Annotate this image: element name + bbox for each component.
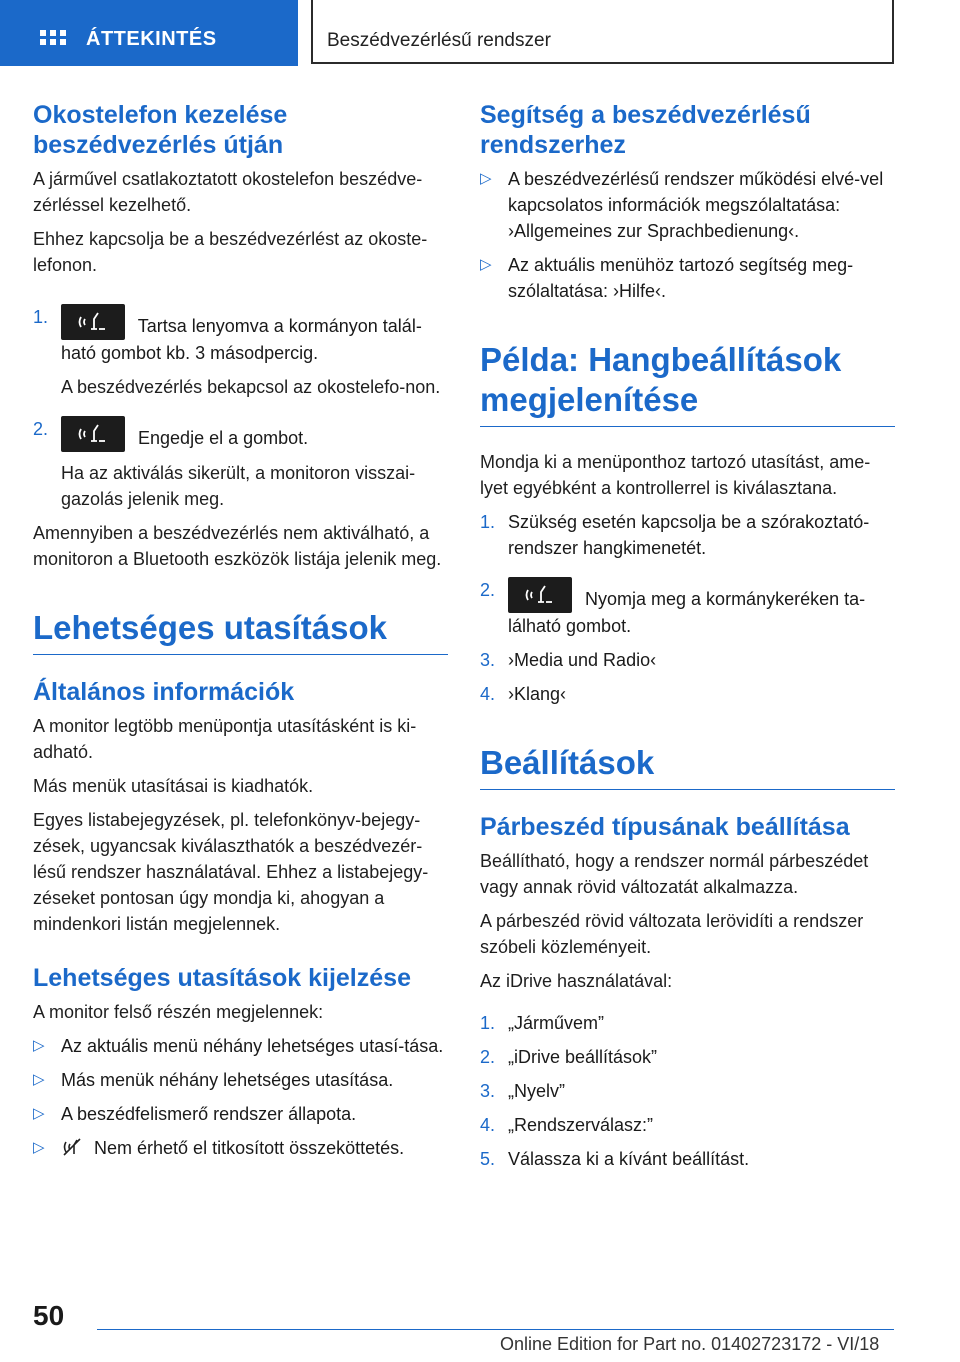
step-number: 1. [480, 1013, 496, 1033]
triangle-bullet-icon: ▷ [33, 1037, 45, 1054]
paragraph: Ehhez kapcsolja be a beszédvezérlést az okoste-lefonon. [33, 229, 428, 275]
paragraph: Mondja ki a menüponthoz tartozó utasítást, ame-lyet egyébként a kontrollerrel is kiválasztana. [480, 452, 871, 498]
step-number: 4. [480, 684, 496, 704]
grid-menu-icon [40, 30, 66, 52]
step-number: 2. [480, 580, 496, 600]
triangle-bullet-icon: ▷ [33, 1105, 45, 1122]
triangle-bullet-icon: ▷ [33, 1139, 45, 1156]
settings-heading: Beállítások [480, 743, 895, 790]
overview-tab-label: ÁTTEKINTÉS [86, 28, 217, 50]
list-item [480, 1078, 895, 1104]
dialog-type-heading: Párbeszéd típusának beállítása [480, 813, 850, 841]
voice-button-icon [61, 304, 125, 340]
help-heading: Segítség a beszédvezérlésű rendszerhez [480, 101, 811, 159]
step-number: 5. [480, 1149, 496, 1169]
paragraph: Más menük utasításai is kiadhatók. [33, 776, 314, 796]
page-number: 50 [33, 1300, 65, 1331]
bullet-text: Nem érhető el titkosított összeköttetés. [94, 1138, 405, 1158]
paragraph: Az iDrive használatával: [480, 971, 673, 991]
edition-text: Online Edition for Part no. 01402723172 - VI/18 [500, 1334, 880, 1354]
voice-button-icon [508, 577, 572, 613]
step-number: 4. [480, 1115, 496, 1135]
step-text: „Rendszerválasz:” [508, 1115, 654, 1135]
step-text: ›Media und Radio‹ [508, 650, 657, 670]
list-item [33, 1135, 448, 1161]
bullet-text: Más menük néhány lehetséges utasítása. [61, 1070, 394, 1090]
bullet-text: Az aktuális menühöz tartozó segítség meg-szólaltatása: ›Hilfe‹. [508, 255, 854, 301]
step-text: Válassza ki a kívánt beállítást. [508, 1149, 750, 1169]
step-number: 3. [480, 650, 496, 670]
step-number: 1. [33, 307, 49, 327]
step-text: ›Klang‹ [508, 684, 567, 704]
section-title: Beszédvezérlésű rendszer [327, 30, 551, 51]
list-item [33, 1067, 448, 1093]
smartphone-voice-heading: Okostelefon kezelése beszédvezérlés útján [33, 101, 288, 159]
section-title-box [311, 0, 894, 64]
list-item [480, 1112, 895, 1138]
footer-divider [97, 1329, 894, 1330]
paragraph: Beállítható, hogy a rendszer normál párbeszédet vagy annak rövid változatát alkalmazza. [480, 851, 869, 897]
paragraph: A járművel csatlakoztatott okostelefon beszédve-zérléssel kezelhető. [33, 169, 423, 215]
triangle-bullet-icon: ▷ [480, 170, 492, 187]
list-item [480, 252, 895, 304]
list-item [33, 1101, 448, 1127]
list-item [33, 416, 448, 452]
triangle-bullet-icon: ▷ [33, 1071, 45, 1088]
example-heading: Példa: Hangbeállítások megjelenítése [480, 340, 895, 427]
step-continuation: Ha az aktiválás sikerült, a monitoron visszai-gazolás jelenik meg. [61, 463, 416, 509]
possible-commands-heading: Lehetséges utasítások [33, 608, 448, 655]
step-number: 2. [33, 419, 49, 439]
step-text: Szükség esetén kapcsolja be a szórakoztató-rendszer hangkimenetét. [508, 512, 870, 558]
list-item [480, 1044, 895, 1070]
step-text: Nyomja meg a kormánykeréken ta-lálható gombot. [508, 589, 866, 636]
step-text: Engedje el a gombot. [138, 428, 309, 448]
list-item [480, 1146, 895, 1172]
paragraph: A párbeszéd rövid változata lerövidíti a rendszer szóbeli közleményeit. [480, 911, 864, 957]
paragraph: Amennyiben a beszédvezérlés nem aktiválható, a monitoron a Bluetooth eszközök listája jelenik meg. [33, 523, 442, 569]
step-text: „Nyelv” [508, 1081, 565, 1101]
step-text: „iDrive beállítások” [508, 1047, 658, 1067]
list-item [480, 166, 895, 244]
paragraph: A monitor felső részén megjelennek: [33, 1002, 324, 1022]
paragraph: A monitor legtöbb menüpontja utasításként is ki-adható. [33, 716, 417, 762]
bullet-text: A beszédfelismerő rendszer állapota. [61, 1104, 357, 1124]
list-item [33, 1033, 448, 1059]
paragraph: Egyes listabejegyzések, pl. telefonkönyv-bejegy-zések, ugyancsak kiválaszthatók a beszédvezér-lésű rendszer használatával. Ehhez a listabejegy-zéseket pontosan úgy mondja ki, ahogyan a mindenkori listán megjelennek. [33, 810, 429, 934]
list-item [480, 509, 895, 561]
general-info-heading: Általános információk [33, 678, 295, 706]
step-text: „Járművem” [508, 1013, 605, 1033]
triangle-bullet-icon: ▷ [480, 256, 492, 273]
step-continuation: A beszédvezérlés bekapcsol az okostelefo-non. [61, 377, 441, 397]
list-item [480, 1010, 895, 1036]
command-display-heading: Lehetséges utasítások kijelzése [33, 964, 411, 992]
no-encryption-icon [61, 1136, 83, 1158]
step-number: 2. [480, 1047, 496, 1067]
list-item [480, 577, 895, 639]
bullet-text: Az aktuális menü néhány lehetséges utasí-tása. [61, 1036, 444, 1056]
left-column [33, 100, 448, 1169]
overview-tab[interactable] [0, 0, 298, 66]
step-number: 3. [480, 1081, 496, 1101]
page-header [0, 0, 960, 66]
list-item [480, 681, 895, 707]
step-number: 1. [480, 512, 496, 532]
list-item [33, 304, 448, 366]
bullet-text: A beszédvezérlésű rendszer működési elvé-vel kapcsolatos információk megszólaltatása: ›Allgemeines zur Sprachbedienung‹. [508, 169, 884, 241]
right-column [480, 100, 895, 1180]
voice-button-icon [61, 416, 125, 452]
step-text: Tartsa lenyomva a kormányon talál-ható gombot kb. 3 másodpercig. [61, 316, 422, 363]
list-item [480, 647, 895, 673]
